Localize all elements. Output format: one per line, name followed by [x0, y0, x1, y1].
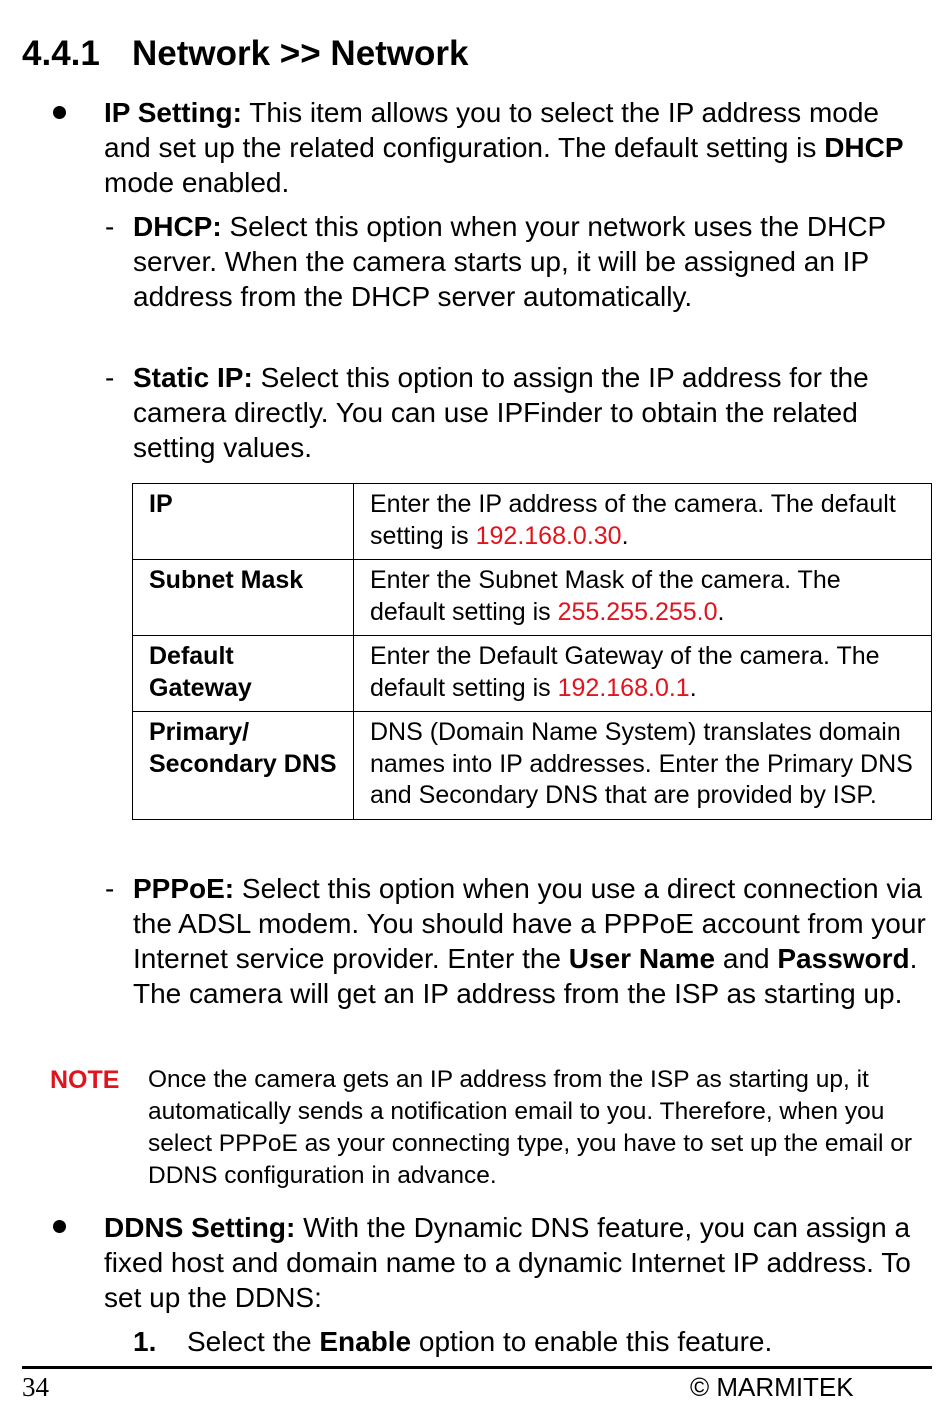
note-text: Once the camera gets an IP address from the ISP as starting up, it automatically sends a notification email to you. Therefore, when you select PPPoE as your connecting type, you have to set up the email or DDNS configuration in advance. — [148, 1066, 913, 1189]
dhcp-paragraph: DHCP: Select this option when your network uses the DHCP server. When the camera starts up, it will be assigned an IP address from the DHCP server automatically. — [133, 211, 886, 312]
dash-marker: - — [105, 873, 115, 904]
table-description: DNS (Domain Name System) translates domain names into IP addresses. Enter the Primary DNS and Secondary DNS that are provided by ISP. — [354, 712, 932, 820]
ip-setting-label: IP Setting: — [104, 97, 242, 128]
table-row — [133, 636, 932, 712]
section-number: 4.4.1 — [22, 34, 100, 73]
pppoe-paragraph: PPPoE: Select this option when you use a direct connection via the ADSL modem. You should have a PPPoE account from your Internet service provider. Enter the User Name and Password. The camera will get an IP address from the ISP as starting up. — [133, 873, 926, 1009]
table-term: Primary/ Secondary DNS — [133, 712, 354, 820]
ip-setting-paragraph: IP Setting: This item allows you to select the IP address mode and set up the related configuration. The default setting is DHCP mode enabled. — [104, 97, 904, 198]
dhcp-label: DHCP: — [133, 211, 222, 242]
static-ip-label: Static IP: — [133, 362, 253, 393]
section-title: Network >> Network — [132, 34, 469, 73]
table-row — [133, 560, 932, 636]
bullet-icon — [53, 106, 66, 119]
table-row — [133, 484, 932, 560]
footer-brand: © MARMITEK — [690, 1372, 854, 1402]
static-ip-settings-table — [132, 483, 932, 820]
table-description: Enter the Subnet Mask of the camera. The default setting is 255.255.255.0. — [354, 560, 932, 636]
pppoe-label: PPPoE: — [133, 873, 235, 904]
note-label: NOTE — [50, 1066, 120, 1094]
step-number: 1. — [133, 1326, 157, 1357]
default-value: 255.255.255.0 — [557, 597, 718, 626]
ddns-setting-paragraph: DDNS Setting: With the Dynamic DNS feature, you can assign a fixed host and domain name to a dynamic Internet IP address. To set up the DDNS: — [104, 1212, 911, 1313]
page-number: 34 — [22, 1372, 49, 1402]
default-value: 192.168.0.1 — [557, 673, 690, 702]
static-ip-paragraph: Static IP: Select this option to assign the IP address for the camera directly. You can use IPFinder to obtain the related setting values. — [133, 362, 869, 463]
table-description: Enter the IP address of the camera. The default setting is 192.168.0.30. — [354, 484, 932, 560]
section-heading — [22, 34, 469, 74]
step-text: Select the Enable option to enable this feature. — [187, 1326, 773, 1357]
default-value: 192.168.0.30 — [475, 521, 622, 550]
table-term: IP — [133, 484, 354, 560]
bullet-icon — [53, 1220, 66, 1233]
table-row — [133, 712, 932, 820]
dash-marker: - — [105, 362, 115, 393]
table-term: Default Gateway — [133, 636, 354, 712]
footer-rule — [22, 1366, 932, 1369]
table-description: Enter the Default Gateway of the camera. The default setting is 192.168.0.1. — [354, 636, 932, 712]
table-term: Subnet Mask — [133, 560, 354, 636]
ddns-setting-label: DDNS Setting: — [104, 1212, 296, 1243]
dash-marker: - — [105, 211, 115, 242]
